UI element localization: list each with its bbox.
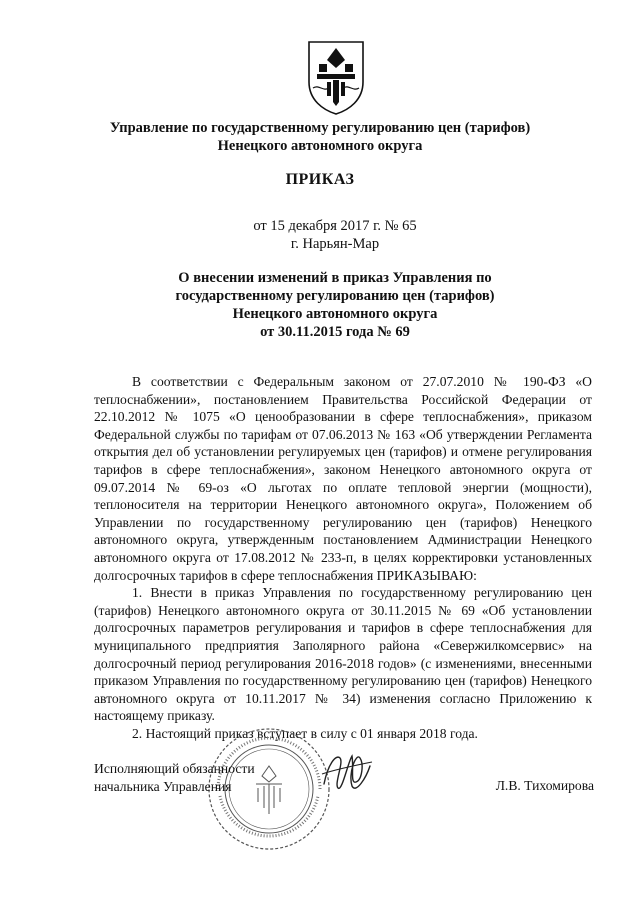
document-subject [110, 269, 560, 341]
signer-position [94, 760, 255, 796]
handwritten-signature [318, 744, 374, 798]
document-body [94, 373, 592, 742]
document-title: ПРИКАЗ [285, 171, 355, 188]
signer-position-line1: Исполняющий обязанности [94, 761, 255, 776]
order-item-2: 2. Настоящий приказ вступает в силу с 01 января 2018 года. [132, 725, 478, 741]
subject-line4: от 30.11.2015 года № 69 [260, 324, 410, 340]
order-item-1: 1. Внести в приказ Управления по государственному регулированию цен (тарифов) Ненецкого автономного округа от 30.11.2015 № 69 «Об установлении долгосрочных параметров регулирования и тарифов в сфере теплоснабжения для муниципального предприятия Заполярного района «Севержилкомсервис» на долгосрочный период регулирования 2016-2018 годов» (с изменениями, внесенными приказом Управления по государственному регулированию цен (тарифов) Ненецкого автономного округа от 10.11.2017 № 34) изменения согласно Приложению к настоящему приказу. [94, 585, 592, 724]
organization-name-line2: Ненецкого автономного округа [217, 138, 423, 154]
organization-name-line1: Управление по государственному регулированию цен (тарифов) [109, 120, 531, 136]
document-date-block [240, 217, 430, 253]
signer-name: Л.В. Тихомирова [495, 778, 594, 793]
subject-line2: государственному регулированию цен (тарифов) [175, 288, 495, 304]
organization-header [80, 119, 560, 155]
preamble-paragraph: В соответствии с Федеральным законом от 27.07.2010 № 190-ФЗ «О теплоснабжении», постановлением Правительства Российской Федерации от 22.10.2012 № 1075 «О ценообразовании в сфере теплоснабжения», приказом Федеральной службы по тарифам от 07.06.2013 № 163 «Об утверждении Регламента открытия дел об установлении регулируемых цен (тарифов) и отмене регулирования тарифов в сфере теплоснабжения», законом Ненецкого автономного округа от 09.07.2014 № 69-оз «О льготах по оплате тепловой энергии (мощности), теплоносителя на территории Ненецкого автономного округа», Положением об Управлении по государственному регулированию цен (тарифов) Ненецкого автономного округа, утвержденным постановлением Администрации Ненецкого автономного округа от 17.08.2012 № 233-п, в целях корректировки установленных долгосрочных тарифов в сфере теплоснабжения ПРИКАЗЫВАЮ: [94, 374, 592, 583]
coat-of-arms-emblem [305, 38, 367, 116]
subject-line3: Ненецкого автономного округа [232, 306, 438, 322]
signer-position-line2: начальника Управления [94, 779, 232, 794]
document-city: г. Нарьян-Мар [290, 236, 380, 252]
document-date: от 15 декабря 2017 г. № 65 [253, 218, 417, 234]
subject-line1: О внесении изменений в приказ Управления по [178, 270, 492, 286]
